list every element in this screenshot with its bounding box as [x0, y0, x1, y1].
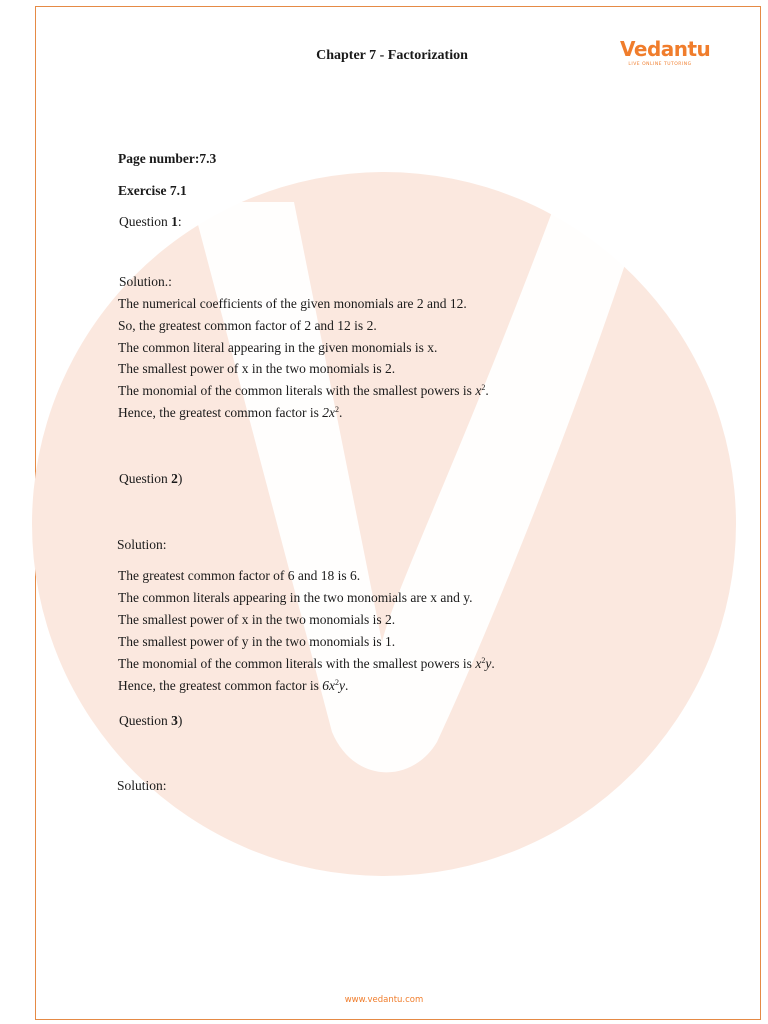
logo-tagline: LIVE ONLINE TUTORING [628, 62, 692, 67]
solution-1-line: The numerical coefficients of the given monomials are 2 and 12. [118, 296, 467, 311]
solution-2-line: The common literals appearing in the two monomials are x and y. [118, 590, 473, 605]
solution-1-answer: Hence, the greatest common factor is $2x^2$. [118, 405, 343, 420]
question-3-label: Question 3) [119, 713, 183, 728]
solution-1-line: The smallest power of x in the two monomials is 2. [118, 361, 396, 376]
solution-3-label: Solution: [117, 778, 167, 793]
solution-2-line: The greatest common factor of 6 and 18 is 6. [118, 568, 361, 583]
solution-2-line: The smallest power of y in the two monomials is 1. [118, 634, 396, 649]
solution-1-line: The common literal appearing in the given monomials is x. [118, 340, 438, 355]
solution-2-answer: Hence, the greatest common factor is $6x^2y$. [118, 678, 349, 693]
solution-2-line: The smallest power of x in the two monomials is 2. [118, 612, 396, 627]
chapter-title: Chapter 7 - Factorization [316, 48, 468, 63]
solution-2-label: Solution: [117, 537, 167, 552]
exercise-heading: Exercise 7.1 [118, 183, 187, 198]
vedantu-logo [620, 37, 711, 67]
logo-name: Vedantu [620, 37, 711, 61]
footer-url[interactable]: www.vedantu.com [344, 995, 424, 1005]
question-1-label: Question 1: [119, 214, 182, 229]
solution-1-line: The monomial of the common literals with the smallest powers is $x^2$. [118, 383, 489, 398]
solution-2-line: The monomial of the common literals with the smallest powers is $x^2y$. [118, 656, 495, 671]
solution-1-label: Solution.: [119, 274, 172, 289]
solution-1-line: So, the greatest common factor of 2 and 12 is 2. [118, 318, 377, 333]
question-2-label: Question 2) [119, 471, 183, 486]
page-number: Page number:7.3 [118, 151, 217, 166]
